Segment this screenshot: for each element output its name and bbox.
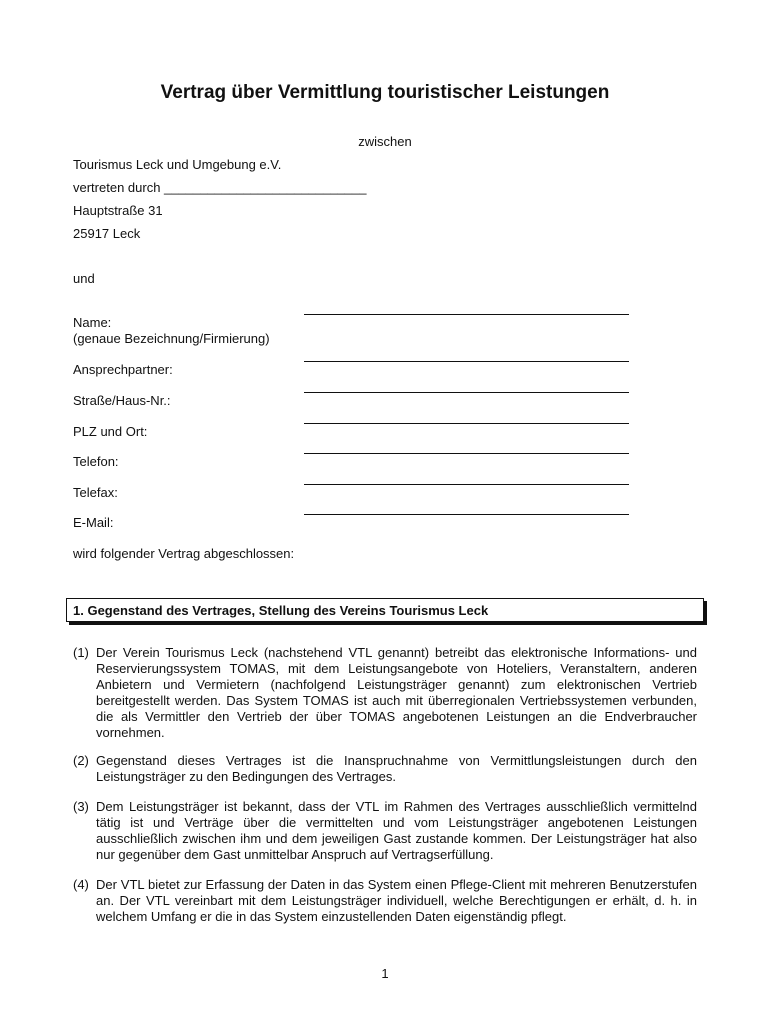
closing-text: wird folgender Vertrag abgeschlossen: [73,546,295,561]
paragraph-text: Der VTL bietet zur Erfassung der Daten in das System einen Pflege-Client mit mehreren Benutzerstufen an. Der VTL vereinbart mit dem Leistungsträger individuell, welche Berechtigungen er erhält, d. h. in welchem Umfang er die in das System einzustellenden Daten eigenständig pflegt. [96,877,697,924]
city-blank-line[interactable] [304,423,629,424]
party1-name: Tourismus Leck und Umgebung e.V. [73,157,282,172]
paragraph-text: Der Verein Tourismus Leck (nachstehend VTL genannt) betreibt das elektronische Informations- und Reservierungssystem TOMAS, mit dem Leistungsangebote von Hoteliers, Veranstaltern, anderen Anbietern und Vermietern (nachfolgend Leistungsträger genannt) zum elektronischen Vertrieb bereitgestellt werden. Das System TOMAS ist auch mit überregionalen Vertriebssystemen verbunden, die als Vermittler den Vertrieb der über TOMAS angebotenen Leistungen an die Endverbraucher vornehmen. [96,645,697,740]
party1-represented: vertreten durch ____________________________ [73,180,367,195]
page-number: 1 [381,966,389,981]
field-name-label: Name: [73,315,112,330]
document-title: Vertrag über Vermittlung touristischer Leistungen [160,82,610,103]
paragraph-text: Gegenstand dieses Vertrages ist die Inanspruchnahme von Vermittlungsleistungen durch den Leistungsträger zu den Bedingungen des Vertrages. [96,753,697,784]
field-name-sublabel: (genaue Bezeichnung/Firmierung) [73,331,270,346]
field-contact-label: Ansprechpartner: [73,362,173,377]
name-blank-line[interactable] [304,314,629,315]
and-text: und [73,271,95,286]
field-city-label: PLZ und Ort: [73,424,148,439]
paragraph-3 [73,799,697,863]
party1-city: 25917 Leck [73,226,141,241]
field-street-label: Straße/Haus-Nr.: [73,393,171,408]
field-fax-label: Telefax: [73,485,118,500]
field-email-label: E-Mail: [73,515,114,530]
paragraph-number: (3) [73,799,89,814]
email-blank-line[interactable] [304,514,629,515]
paragraph-2 [73,753,697,785]
paragraph-1 [73,645,697,741]
paragraph-number: (4) [73,877,89,892]
party1-street: Hauptstraße 31 [73,203,163,218]
section-heading: 1. Gegenstand des Vertrages, Stellung des Vereins Tourismus Leck [66,598,704,622]
paragraph-text: Dem Leistungsträger ist bekannt, dass der VTL im Rahmen des Vertrages ausschließlich vermittelnd tätig ist und Verträge über die vermittelten und vom Leistungsträger angebotenen Leistungen ausschließlich zwischen ihm und dem jeweiligen Gast zustande kommen. Der Leistungsträger hat also nur gegenüber dem Gast unmittelbar Anspruch auf Vertragserfüllung. [96,799,697,862]
field-phone-label: Telefon: [73,454,119,469]
fax-blank-line[interactable] [304,484,629,485]
phone-blank-line[interactable] [304,453,629,454]
between-text: zwischen [358,134,412,149]
street-blank-line[interactable] [304,392,629,393]
contact-blank-line[interactable] [304,361,629,362]
paragraph-number: (1) [73,645,89,660]
paragraph-number: (2) [73,753,89,768]
paragraph-4 [73,877,697,925]
